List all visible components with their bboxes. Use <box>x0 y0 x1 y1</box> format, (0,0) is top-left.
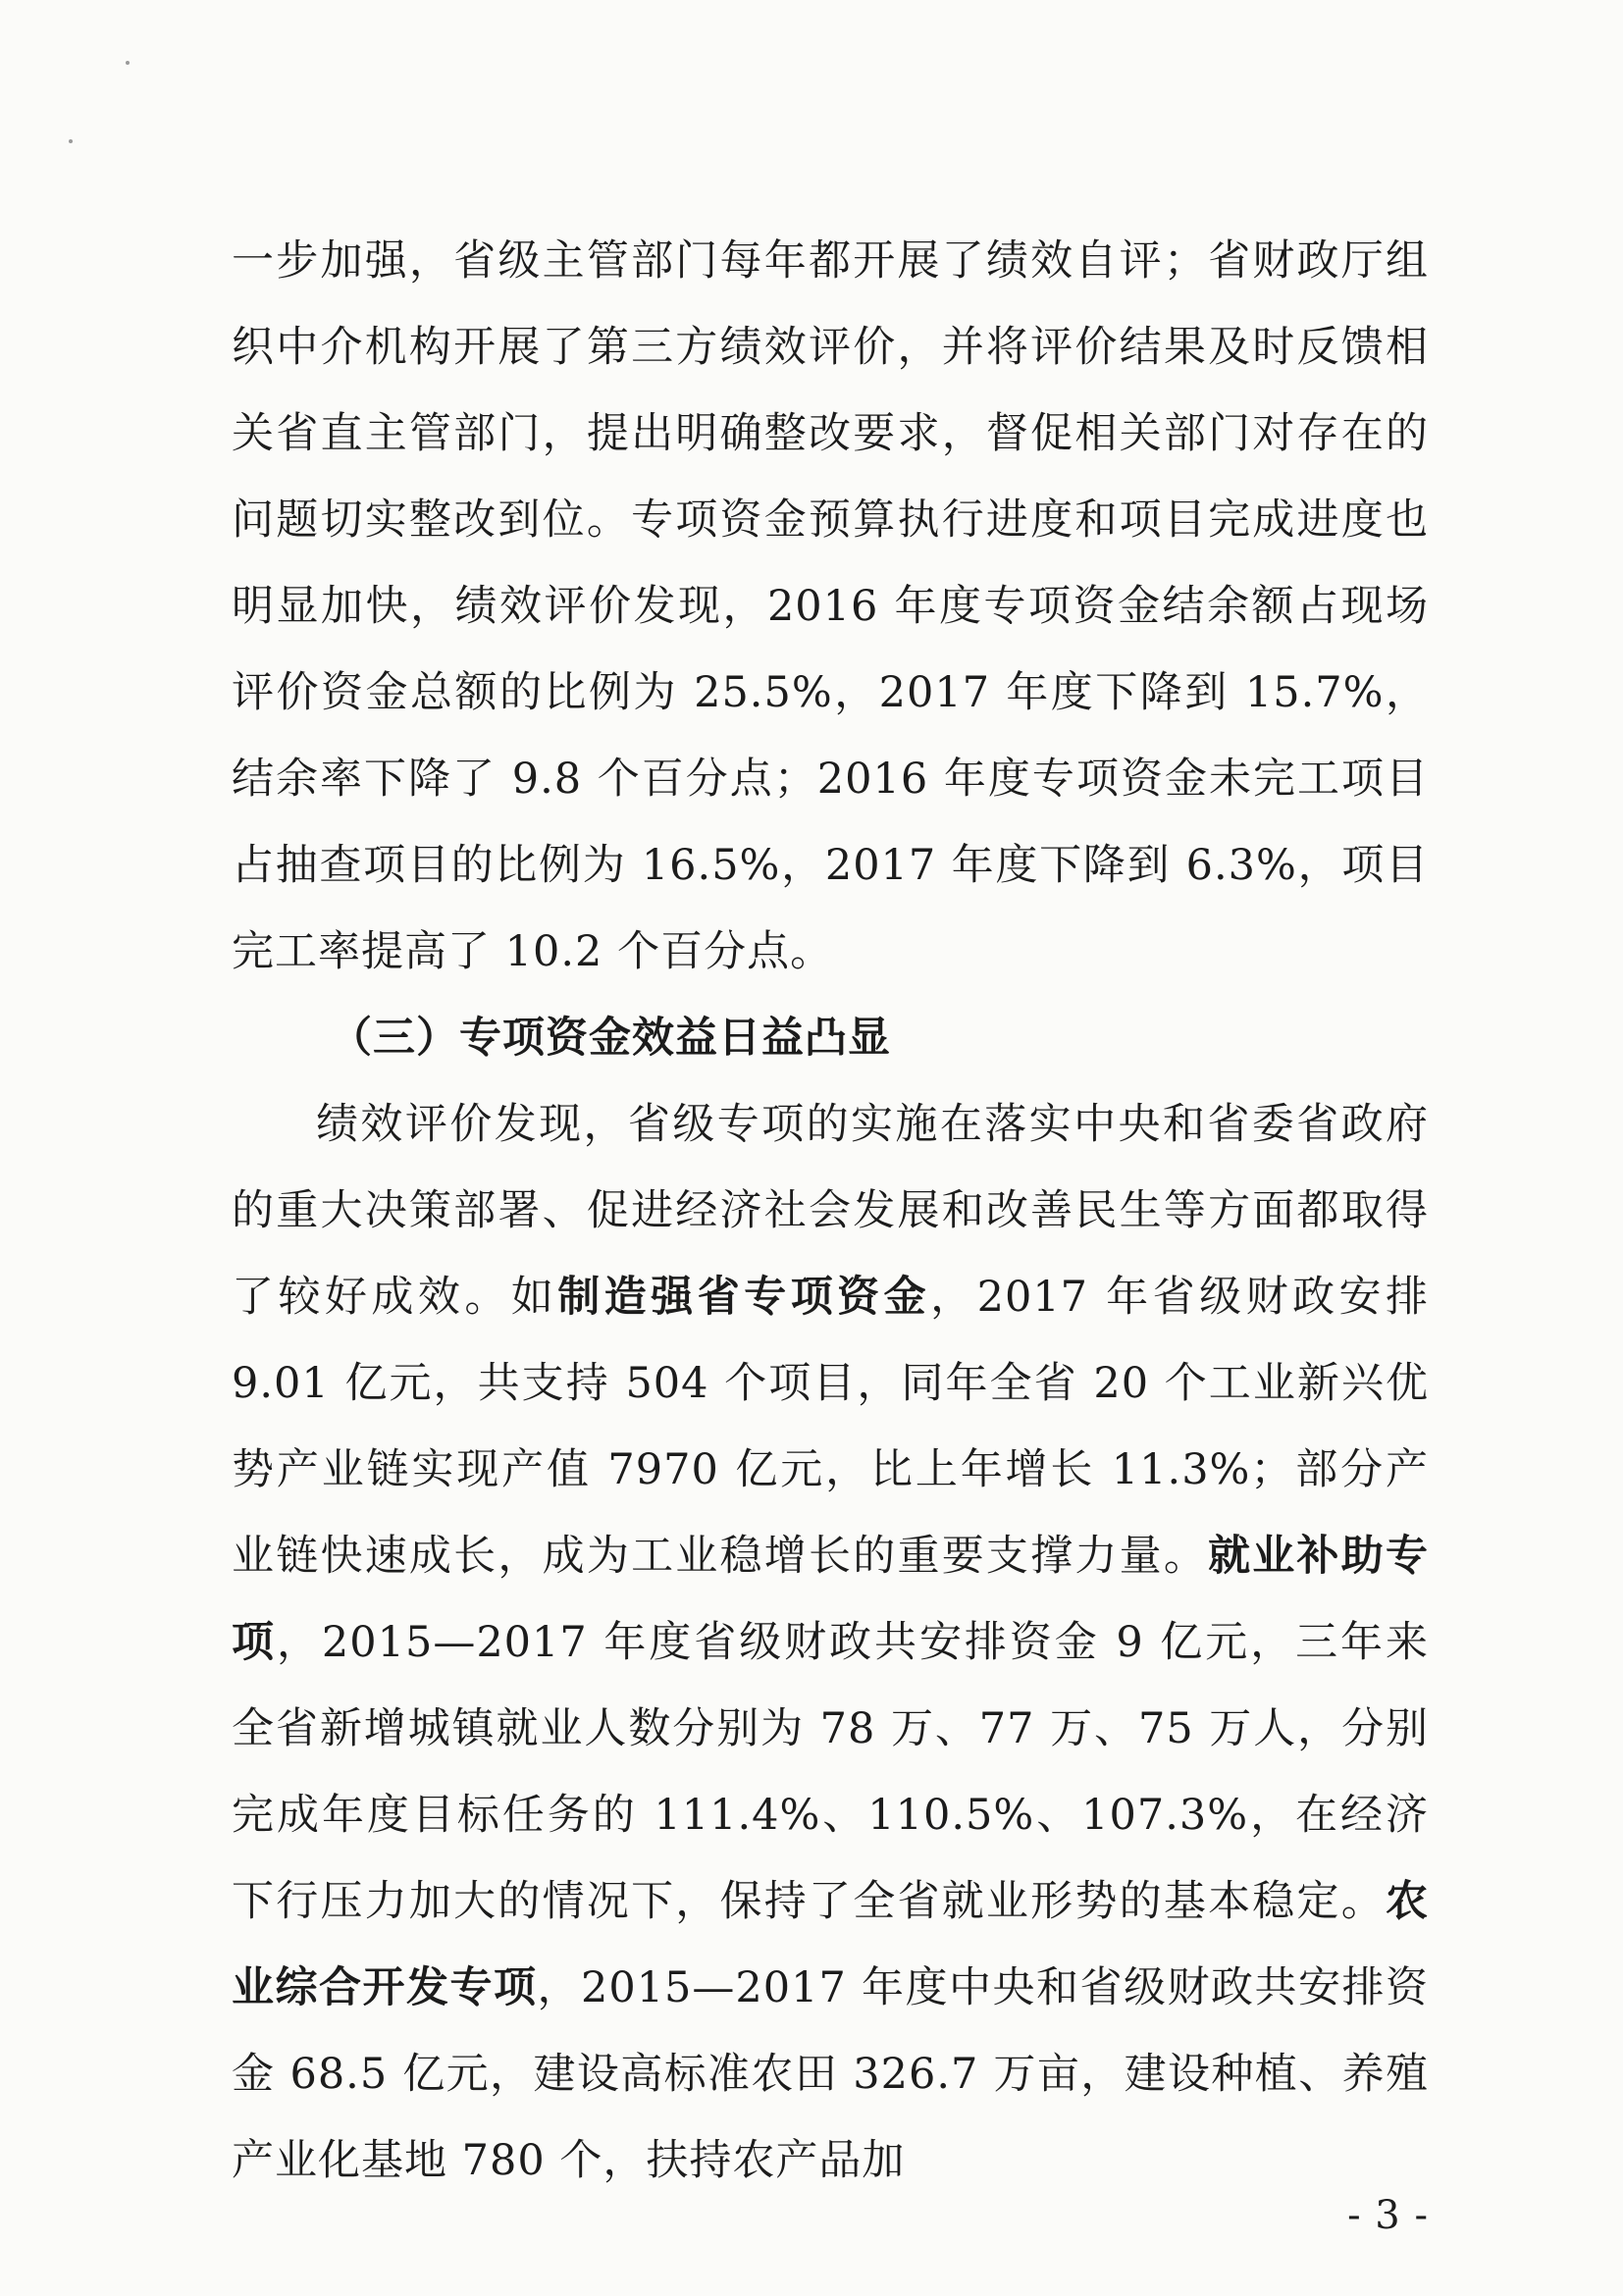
paragraph-2-intro: 绩效评价发现，省级专项的实施在落实中央和省委省政府的重大决策部署、促进经济社会发展和改善民生等方面都取得了较好成效。如 <box>232 1100 1429 1322</box>
paragraph-2-text-2: ，2015—2017 年度省级财政共安排资金 9 亿元，三年来全省新增城镇就业人数分别为 78 万、77 万、75 万人，分别完成年度目标任务的 111.4%、110.5%、107.3%，在经济下行压力加大的情况下，保持了全省就业形势的基本稳定。 <box>232 1618 1430 1926</box>
bold-term-manufacturing: 制造强省专项资金 <box>557 1273 931 1322</box>
page-number: - 3 - <box>1347 2193 1429 2238</box>
scan-speck <box>69 139 73 143</box>
paragraph-2-text-1: ，2017 年省级财政安排 9.01 亿元，共支持 504 个项目，同年全省 20 个工业新兴优势产业链实现产值 7970 亿元，比上年增长 11.3%；部分产业链快速成长，成为工业稳增长的重要支撑力量。 <box>232 1273 1430 1581</box>
body-text <box>232 218 1429 2204</box>
bold-term-employment: 就业补助专项 <box>232 1532 1430 1667</box>
scan-speck <box>126 61 130 65</box>
bold-term-agriculture: 农业综合开发专项 <box>232 1877 1429 2012</box>
paragraph-2 <box>232 1081 1429 2204</box>
paragraph-1: 一步加强，省级主管部门每年都开展了绩效自评；省财政厅组织中介机构开展了第三方绩效评价，并将评价结果及时反馈相关省直主管部门，提出明确整改要求，督促相关部门对存在的问题切实整改到位。专项资金预算执行进度和项目完成进度也明显加快，绩效评价发现，2016 年度专项资金结余额占现场评价资金总额的比例为 25.5%，2017 年度下降到 15.7%，结余率下降了 9.8 个百分点；2016 年度专项资金未完工项目占抽查项目的比例为 16.5%，2017 年度下降到 6.3%，项目完工率提高了 10.2 个百分点。 <box>232 236 1429 976</box>
section-heading: （三）专项资金效益日益凸显 <box>330 1014 891 1063</box>
paragraph-2-text-3: ，2015—2017 年度中央和省级财政共安排资金 68.5 亿元，建设高标准农田 326.7 万亩，建设种植、养殖产业化基地 780 个，扶持农产品加 <box>232 1963 1429 2185</box>
